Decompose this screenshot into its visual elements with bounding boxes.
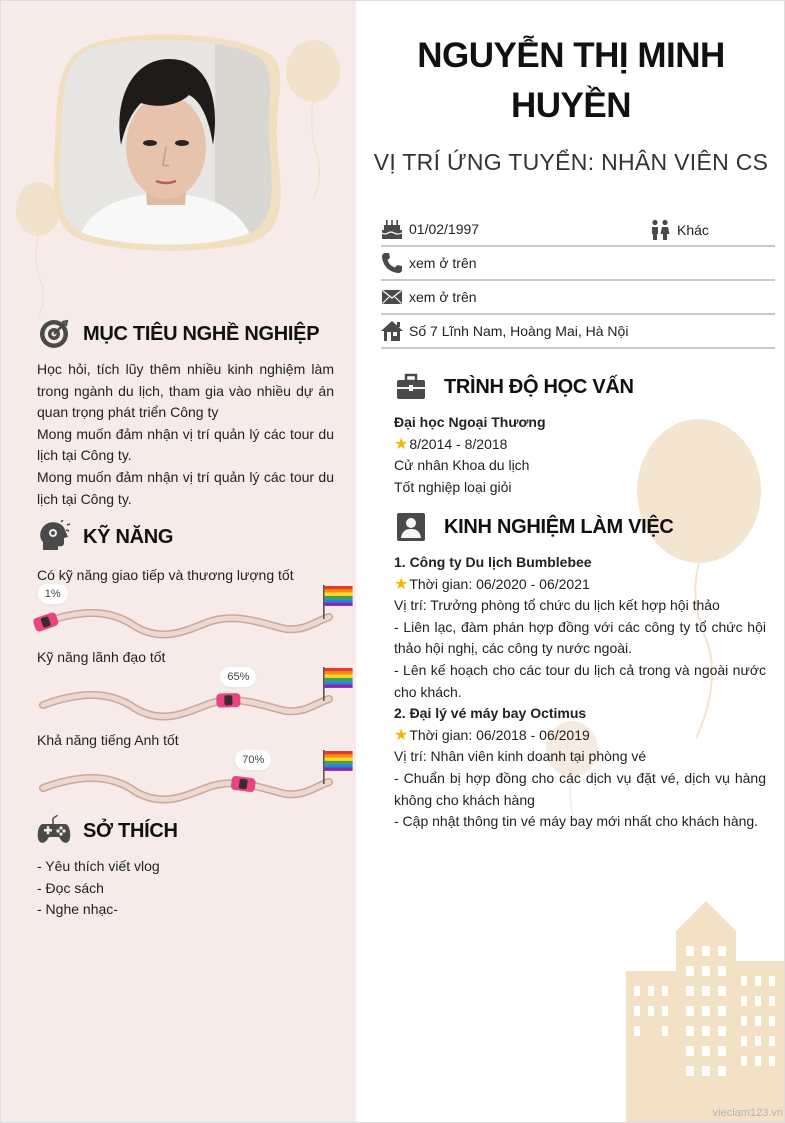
job-duty: - Chuẩn bị hợp đồng cho các dịch vụ đặt vé, dịch vụ hàng không cho khách hàng [394,769,766,808]
skill-car-marker [230,775,256,792]
phone-icon [381,252,403,274]
degree: Cử nhân Khoa du lịch [394,457,530,474]
gender-value: Khác [677,222,709,238]
birthday-value: 01/02/1997 [409,221,480,237]
phone-value: xem ở trên [409,255,477,271]
gender-field [649,219,709,241]
job-company: 2. Đại lý vé máy bay Octimus [394,705,587,722]
objective-text [37,359,334,510]
skill-car-marker [32,611,59,632]
job-time-row [394,725,766,747]
skill-percent-bubble: 65% [220,667,256,687]
profile-photo [49,31,287,253]
job-time: Thời gian: 06/2020 - 06/2021 [409,575,590,592]
job-company: 1. Công ty Du lịch Bumblebee [394,554,592,570]
job-duty: - Cập nhật thông tin vé máy bay mới nhất cho khách hàng. [394,813,759,830]
objective-heading [37,317,319,351]
objective-line: Mong muốn đảm nhận vị trí quản lý các tour du lịch tại Công ty. [37,425,334,464]
left-column [1,1,356,1123]
skill-label: Kỹ năng lãnh đạo tốt [37,649,166,665]
target-icon [37,317,71,351]
job-duty: - Liên lạc, đàm phán hợp đồng với các công ty tổ chức hội thảo hội nghị, các công ty nước ngoài. [394,618,766,657]
job-time: Thời gian: 06/2018 - 06/2019 [409,726,590,743]
balloon-decoration-top [283,39,343,199]
hobby-item: - Nghe nhạc- [37,901,118,918]
education-details [394,412,766,498]
job-role: Vị trí: Nhân viên kinh doanh tại phòng vé [394,748,647,765]
briefcase-icon [394,370,428,404]
skill-label: Khả năng tiếng Anh tốt [37,732,179,748]
experience-details [394,552,766,833]
candidate-name-line1: NGUYỄN THỊ MINH [417,36,725,75]
envelope-icon [381,286,403,308]
objective-line: Mong muốn đảm nhận vị trí quản lý các tour du lịch tại Công ty. [37,468,334,507]
candidate-name-line2: HUYỀN [510,86,632,125]
skill-percent-bubble: 1% [38,584,68,604]
star-icon: ★ [394,575,409,593]
hobby-item: - Yêu thích viết vlog [37,858,160,874]
info-row-phone [381,247,775,281]
gamepad-icon [37,814,71,848]
skills-heading [37,520,173,554]
skill-percent-bubble: 70% [235,750,271,770]
city-buildings-decoration [626,901,785,1123]
job-duty: - Lên kế hoạch cho các tour du lịch cả trong và ngoài nước cho khách. [394,661,766,700]
people-icon [649,219,671,241]
info-row-email [381,281,775,315]
info-row-birthday [381,213,775,247]
job-role: Vị trí: Trưởng phòng tổ chức du lịch kết hợp hội thảo [394,597,720,614]
experience-title: KINH NGHIỆM LÀM VIỆC [444,515,674,538]
email-value: xem ở trên [409,289,477,305]
watermark: vieclam123.vn [712,1107,783,1119]
star-icon: ★ [394,726,409,744]
school-name: Đại học Ngoại Thương [394,414,546,430]
avatar [55,35,277,249]
skills-title: KỸ NĂNG [83,525,174,548]
skill-progress-track [31,746,356,816]
objective-title: MỤC TIÊU NGHỀ NGHIỆP [83,322,320,345]
graduation-result: Tốt nghiệp loại giỏi [394,478,512,495]
job-time-row [394,574,766,596]
skill-label: Có kỹ năng giao tiếp và thương lượng tốt [37,567,294,583]
right-column [356,1,785,1123]
hobbies-title: SỞ THÍCH [83,819,178,842]
education-title: TRÌNH ĐỘ HỌC VẤN [444,375,634,398]
home-icon [381,320,403,342]
id-card-icon [394,510,428,544]
hobby-item: - Đọc sách [37,879,104,896]
star-icon: ★ [394,435,409,453]
education-period: 8/2014 - 8/2018 [409,435,508,452]
address-value: Số 7 Lĩnh Nam, Hoàng Mai, Hà Nội [409,323,629,339]
applied-position: VỊ TRÍ ỨNG TUYỂN: NHÂN VIÊN CS [373,149,769,175]
skill-progress-track [31,663,356,733]
education-period-row [394,434,766,456]
info-row-address [381,315,775,349]
skill-car-marker [216,693,240,708]
experience-heading [394,510,674,544]
hobbies-list [37,856,334,921]
skill-progress-track [31,581,356,651]
education-heading [394,370,634,404]
hobbies-heading [37,814,178,848]
objective-line: Học hỏi, tích lũy thêm nhiều kinh nghiệm làm trong ngành du lịch, tham gia vào nhiều dự án quan trọng phát triển Công ty [37,361,334,421]
head-gear-icon [37,520,71,554]
cake-icon [381,218,403,240]
